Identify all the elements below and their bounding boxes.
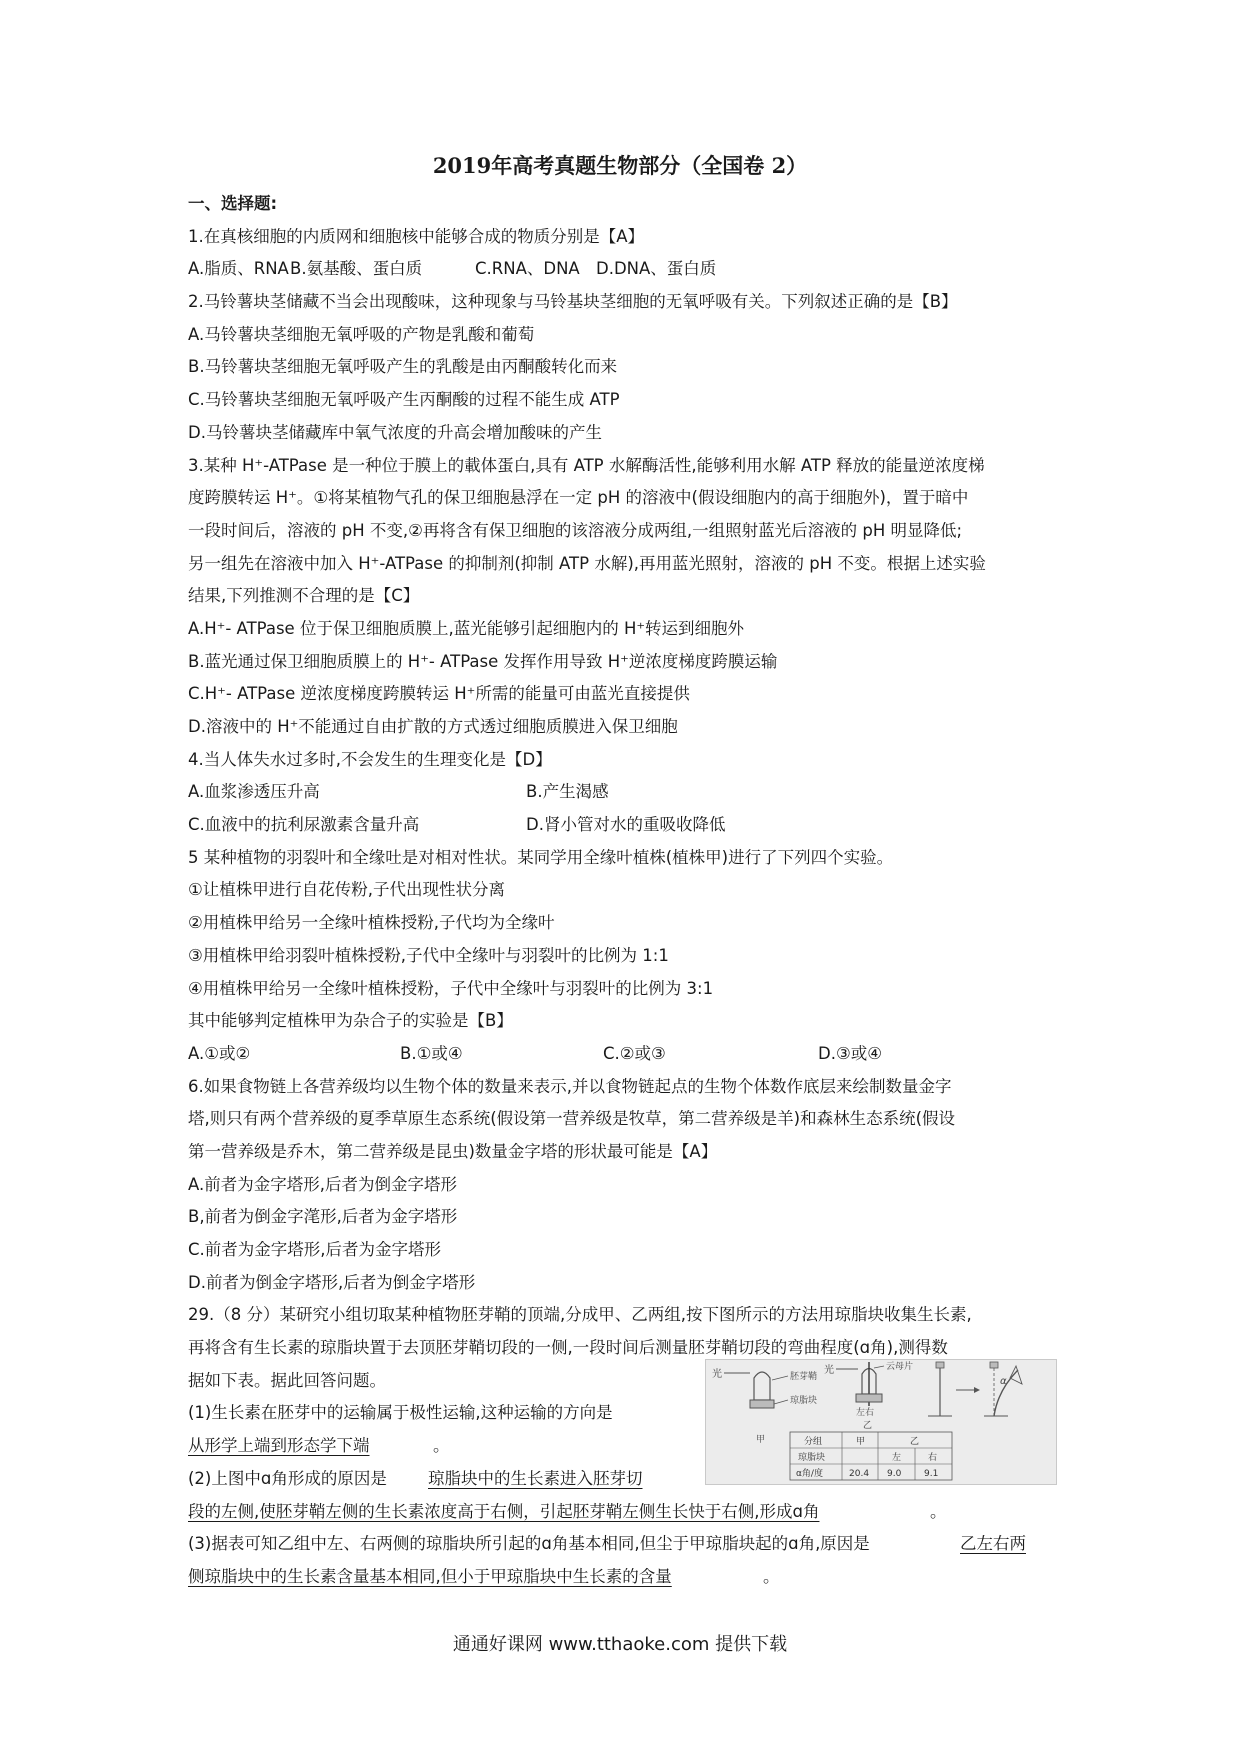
q29-part2-question: (2)上图中ɑ角形成的原因是 [188, 1468, 387, 1488]
q4-option-a: A.血浆渗透压升高 [188, 782, 320, 802]
leader-line [772, 1376, 788, 1380]
q3-option-c: C.H⁺- ATPase 逆浓度梯度跨膜转运 H⁺所需的能量可由蓝光直接提供 [188, 684, 690, 704]
q3-option-b: B.蓝光通过保卫细胞质膜上的 H⁺- ATPase 发挥作用导致 H⁺逆浓度梯度跨膜运输 [188, 651, 778, 671]
q2-option-a: A.马铃薯块茎细胞无氧呼吸的产物是乳酸和葡萄 [188, 324, 535, 344]
label-alpha: α [1000, 1376, 1007, 1387]
coleoptile-tip-jia [754, 1372, 770, 1400]
q5-experiment-2: ②用植株甲给另一全缘叶植株授粉,子代均为全缘叶 [188, 913, 555, 933]
label-light-yi: 光 [824, 1365, 834, 1376]
q29-stem-line: 再将含有生长素的琼脂块置于去顶胚芽鞘切段的一侧,一段时间后测量胚芽鞘切段的弯曲程度(ɑ角),测得数 [188, 1338, 948, 1358]
q5-option-b: B.①或④ [400, 1043, 463, 1063]
table-cell-right: 右 [928, 1453, 938, 1463]
agar-block-yi [856, 1394, 882, 1402]
q29-part1-end: 。 [433, 1436, 450, 1456]
q5-options [188, 1038, 1060, 1071]
q29-part3-end: 。 [763, 1566, 780, 1586]
q29-part2-answer-2: 段的左侧,使胚芽鞘左侧的生长素浓度高于右侧，引起胚芽鞘左侧生长快于右侧,形成ɑ角 [188, 1501, 820, 1521]
q6-stem-line: 塔,则只有两个营养级的夏季草原生态系统(假设第一营养级是牧草，第二营养级是羊)和森林生态系统(假设 [188, 1109, 956, 1129]
q6-option-a: A.前者为金字塔形,后者为倒金字塔形 [188, 1174, 457, 1194]
q29-stem-line: 据如下表。据此回答问题。 [188, 1370, 386, 1390]
process-arrowhead [974, 1387, 980, 1393]
agar-on-segment [936, 1362, 944, 1368]
table-header-yi: 乙 [910, 1437, 920, 1447]
q4-option-c: C.血液中的抗利尿激素含量升高 [188, 815, 420, 835]
leader-line [874, 1366, 884, 1368]
q4-options-row1 [188, 776, 1060, 809]
table-value-right: 9.1 [924, 1469, 939, 1479]
q29-part3-question: (3)据表可知乙组中左、右两侧的琼脂块所引起的ɑ角基本相同,但尘于甲琼脂块起的ɑ角,原因是 [188, 1534, 870, 1554]
q6-option-d: D.前者为倒金字塔形,后者为倒金字塔形 [188, 1272, 476, 1292]
label-agar: 琼脂块 [790, 1396, 818, 1406]
q2-option-d: D.马铃薯块茎储藏库中氧气浓度的升高会增加酸味的产生 [188, 422, 602, 442]
table-row-agar: 琼脂块 [798, 1453, 826, 1463]
label-coleoptile: 胚芽鞘 [790, 1372, 818, 1382]
q29-part2-answer-1: 琼脂块中的生长素进入胚芽切 [428, 1468, 643, 1488]
q6-option-c: C.前者为金字塔形,后者为金字塔形 [188, 1240, 442, 1259]
q5-experiment-3: ③用植株甲给羽裂叶植株授粉,子代中全缘叶与羽裂叶的比例为 1:1 [188, 945, 669, 965]
table-value-left: 9.0 [887, 1469, 902, 1479]
q4-option-b: B.产生渴感 [526, 782, 609, 802]
bent-tip-outline [1010, 1366, 1022, 1384]
q29-stem-line: 29.（8 分）某研究小组切取某种植物胚芽鞘的顶端,分成甲、乙两组,按下图所示的方法用琼脂块收集生长素, [188, 1305, 972, 1325]
label-light-jia: 光 [712, 1369, 722, 1380]
q6-stem-line: 第一营养级是乔木，第二营养级是昆虫)数量金字塔的形状最可能是【A】 [188, 1141, 718, 1161]
q2-option-b: B.马铃薯块茎细胞无氧呼吸产生的乳酸是由丙酮酸转化而来 [188, 357, 618, 377]
q29-part3-answer-1: 乙左右两 [960, 1534, 1026, 1554]
q5-option-c: C.②或③ [603, 1043, 666, 1063]
q29-part3-line2 [188, 1561, 1060, 1594]
q5-option-a: A.①或② [188, 1043, 251, 1063]
figure-table [790, 1432, 952, 1480]
q6-option-b: B,前者为倒金字滗形,后者为金字塔形 [188, 1207, 458, 1227]
q1-option-a: A.脂质、RNA [188, 259, 289, 279]
q3-stem-line: 另一组先在溶液中加入 H⁺-ATPase 的抑制剂(抑制 ATP 水解),再用蓝光照射，溶液的 pH 不变。根据上述实验 [188, 553, 986, 573]
agar-on-bent-segment [990, 1362, 998, 1368]
q29-part2-end: 。 [930, 1501, 947, 1521]
section-heading: 一、选择题: [188, 194, 278, 213]
q29-part2-line2 [188, 1496, 1060, 1529]
table-value-jia: 20.4 [849, 1469, 870, 1479]
q29-part1-question: (1)生长素在胚芽中的运输属于极性运输,这种运输的方向是 [188, 1403, 613, 1423]
q4-options-row2 [188, 809, 1060, 842]
q1-option-d: D.DNA、蛋白质 [596, 259, 717, 279]
leader-line [774, 1400, 788, 1404]
table-header-group: 分组 [804, 1437, 823, 1447]
q3-stem-line: 结果,下列推测不合理的是【C】 [188, 586, 420, 606]
q5-stem: 5 某种植物的羽裂叶和全缘吐是对相对性状。某同学用全缘叶植株(植株甲)进行了下列四个实验。 [188, 847, 894, 867]
q1-options [188, 253, 1060, 286]
q2-option-c: C.马铃薯块茎细胞无氧呼吸产生丙酮酸的过程不能生成 ATP [188, 390, 620, 410]
q29-part3-answer-2: 侧琼脂块中的生长素含量基本相同,但小于甲琼脂块中生长素的含量 [188, 1566, 672, 1586]
q3-option-a: A.H⁺- ATPase 位于保卫细胞质膜上,蓝光能够引起细胞内的 H⁺转运到细胞外 [188, 618, 745, 638]
q1-option-b: B.氨基酸、蛋白质 [290, 259, 423, 279]
q3-stem-line: 3.某种 H⁺-ATPase 是一种位于膜上的載体蛋白,具有 ATP 水解酶活性,能够利用水解 ATP 释放的能量逆浓度梯 [188, 455, 985, 475]
q29-part3-line1 [188, 1528, 1060, 1561]
q2-stem: 2.马铃薯块茎储藏不当会出现酸味，这种现象与马铃基块茎细胞的无氧呼吸有关。下列叙述正确的是【B】 [188, 292, 958, 312]
agar-block-jia [750, 1400, 774, 1408]
q5-experiment-1: ①让植株甲进行自花传粉,子代出现性状分离 [188, 880, 506, 900]
table-header-jia: 甲 [856, 1437, 866, 1447]
q5-option-d: D.③或④ [818, 1043, 883, 1063]
q5-experiment-4: ④用植株甲给另一全缘叶植株授粉，子代中全缘叶与羽裂叶的比例为 3:1 [188, 978, 714, 998]
q5-question: 其中能够判定植株甲为杂合子的实验是【B】 [188, 1011, 513, 1031]
label-mica: 云母片 [886, 1362, 914, 1372]
q1-option-c: C.RNA、DNA [475, 259, 580, 279]
table-row-angle: α角/度 [796, 1469, 823, 1479]
q4-option-d: D.肾小管对水的重吸收降低 [526, 815, 726, 835]
page-footer: 通通好课网 www.tthaoke.com 提供下载 [452, 1634, 788, 1655]
experiment-figure [705, 1359, 1057, 1485]
q4-stem: 4.当人体失水过多时,不会发生的生理变化是【D】 [188, 749, 552, 769]
q6-stem-line: 6.如果食物链上各营养级均以生物个体的数量来表示,并以食物链起点的生物个体数作底层来绘制数量金字 [188, 1076, 952, 1096]
table-cell-left: 左 [892, 1453, 902, 1463]
q1-stem: 1.在真核细胞的内质网和细胞核中能够合成的物质分别是【A】 [188, 226, 645, 246]
q3-stem-line: 一段时间后，溶液的 pH 不变,②再将含有保卫细胞的该溶液分成两组,一组照射蓝光后溶液的 pH 明显降低; [188, 520, 963, 540]
page-title: 2019年高考真题生物部分（全国卷 2） [432, 153, 808, 178]
q3-stem-line: 度跨膜转运 H⁺。①将某植物气孔的保卫细胞悬浮在一定 pH 的溶液中(假设细胞内的高于细胞外)，置于暗中 [188, 488, 969, 508]
label-yi: 乙 [863, 1421, 873, 1431]
label-jia: 甲 [756, 1435, 766, 1445]
label-left-right: 左右 [856, 1408, 875, 1418]
q29-part1-answer: 从形学上端到形态学下端 [188, 1436, 370, 1456]
q3-option-d: D.溶液中的 H⁺不能通过自由扩散的方式透过细胞质膜进入保卫细胞 [188, 717, 678, 736]
